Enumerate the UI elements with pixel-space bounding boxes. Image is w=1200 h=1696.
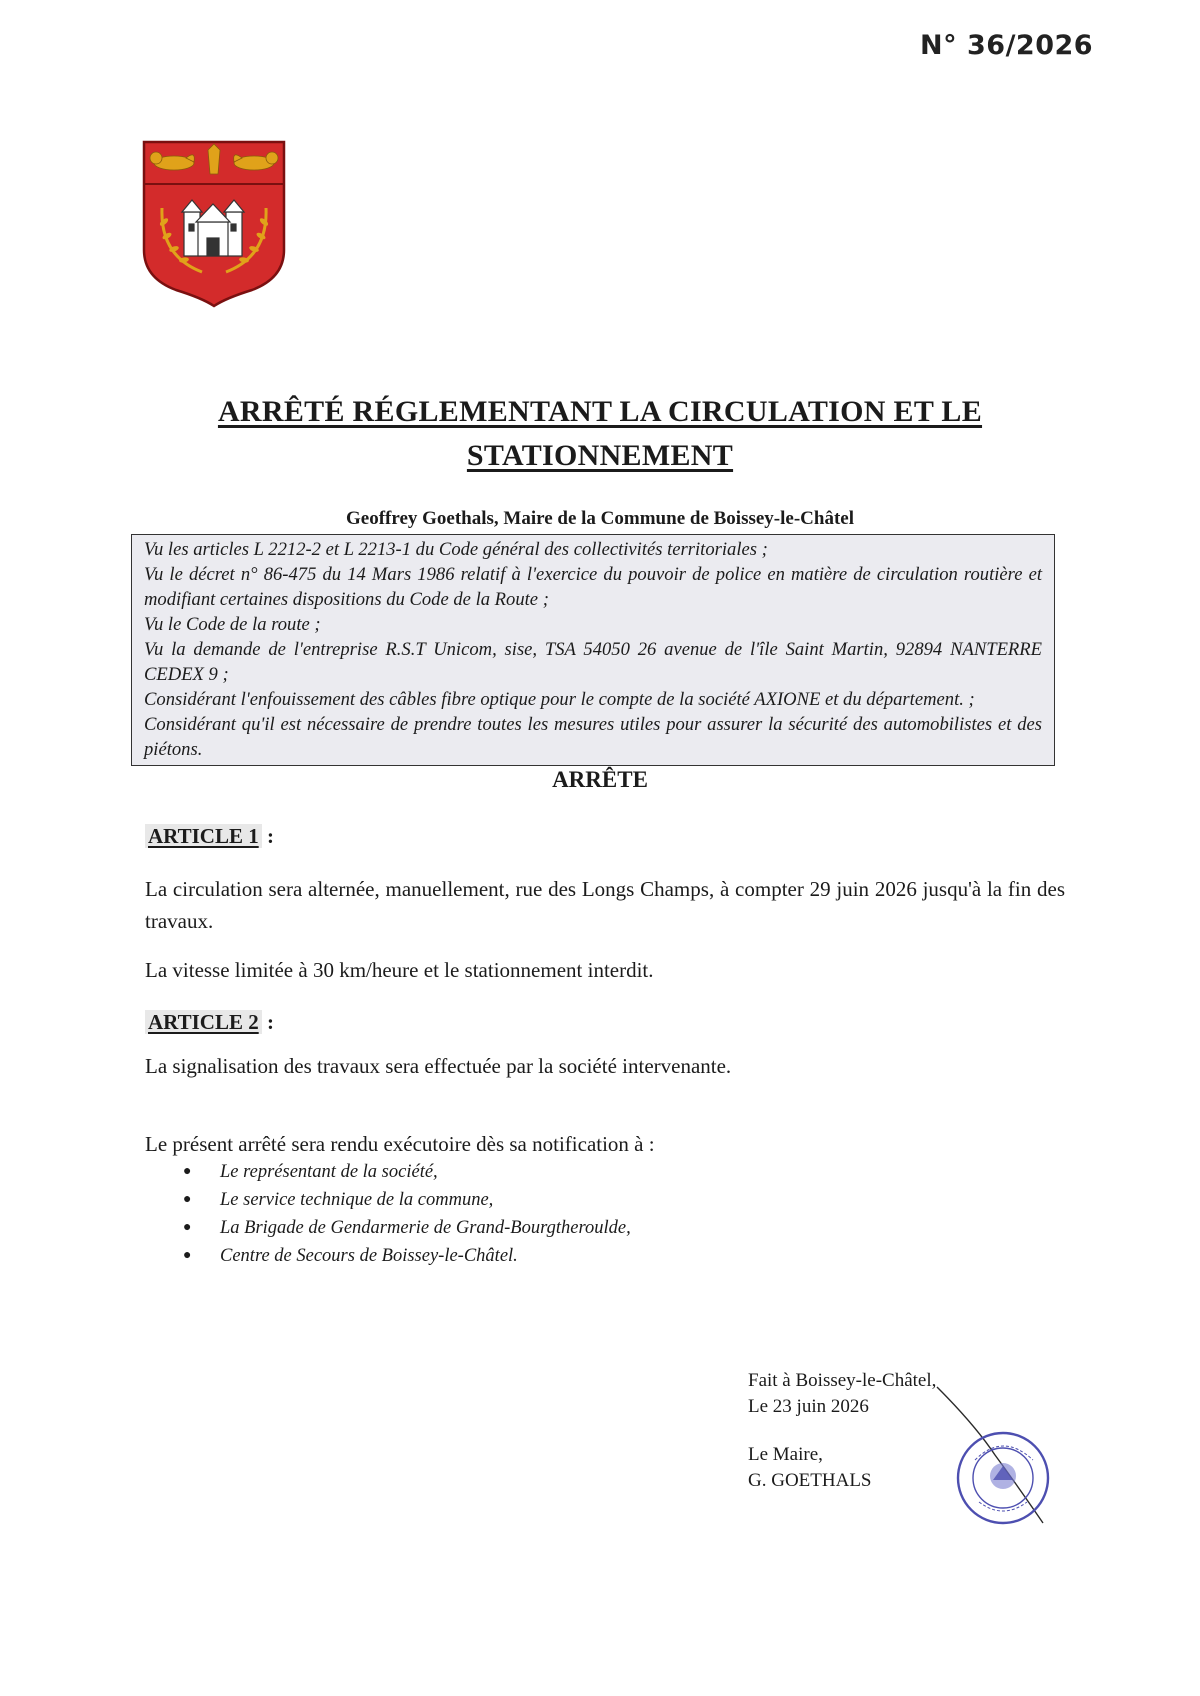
bullet-icon: ● [183, 1164, 192, 1179]
consideration-item: Considérant qu'il est nécessaire de prendre toutes les mesures utiles pour assurer la sécurité des automobilistes et des piétons. [144, 714, 1042, 760]
recipient-text: Centre de Secours de Boissey-le-Châtel. [220, 1246, 518, 1266]
signature-place: Fait à Boissey-le-Châtel, [748, 1370, 937, 1391]
article-2-suffix: : [261, 1010, 274, 1034]
signature-date: Le 23 juin 2026 [748, 1396, 869, 1417]
title-line-1: ARRÊTÉ RÉGLEMENTANT LA CIRCULATION ET LE [217, 395, 983, 428]
notification-intro: Le présent arrêté sera rendu exécutoire dès sa notification à : [145, 1132, 655, 1156]
signature-block [748, 1368, 936, 1494]
signature-role: Le Maire, [748, 1444, 823, 1465]
article-2-paragraph: La signalisation des travaux sera effectuée par la société intervenante. [145, 1054, 732, 1078]
recipient-list [183, 1158, 631, 1270]
article-2-heading [145, 1010, 274, 1035]
title-line-2: STATIONNEMENT [466, 439, 734, 472]
consideration-item: Vu le Code de la route ; [144, 614, 321, 635]
municipal-coat-of-arms-icon [140, 138, 288, 308]
recipient-text: Le service technique de la commune, [220, 1190, 494, 1210]
article-2-label: ARTICLE 2 [145, 1010, 262, 1034]
mairie-stamp-icon [955, 1430, 1051, 1526]
consideration-item: Vu les articles L 2212-2 et L 2213-1 du Code général des collectivités territoriales ; [144, 539, 768, 560]
bullet-icon: ● [183, 1220, 192, 1235]
arrete-heading: ARRÊTE [552, 767, 648, 792]
consideration-item: Vu le décret n° 86-475 du 14 Mars 1986 relatif à l'exercice du pouvoir de police en matière de circulation routière et modifiant certaines dispositions du Code de la Route ; [144, 564, 1042, 610]
article-1-heading [145, 824, 274, 849]
signature-name: G. GOETHALS [748, 1470, 872, 1491]
list-item [183, 1214, 631, 1242]
bullet-icon: ● [183, 1248, 192, 1263]
page-title [140, 390, 1060, 478]
mayor-line: Geoffrey Goethals, Maire de la Commune de Boissey-le-Châtel [346, 508, 854, 529]
recipient-text: Le représentant de la société, [220, 1162, 438, 1182]
list-item [183, 1158, 631, 1186]
considerations-box [131, 534, 1055, 766]
consideration-item: Vu la demande de l'entreprise R.S.T Unicom, sise, TSA 54050 26 avenue de l'île Saint Martin, 92894 NANTERRE CEDEX 9 ; [144, 639, 1042, 685]
article-1-suffix: : [261, 824, 274, 848]
article-1-paragraph: La circulation sera alternée, manuellement, rue des Longs Champs, à compter 29 juin 2026 jusqu'à la fin des travaux. [145, 877, 1065, 933]
list-item [183, 1186, 631, 1214]
article-1-paragraph: La vitesse limitée à 30 km/heure et le stationnement interdit. [145, 958, 654, 982]
recipient-text: La Brigade de Gendarmerie de Grand-Bourgtheroulde, [220, 1218, 631, 1238]
bullet-icon: ● [183, 1192, 192, 1207]
article-1-label: ARTICLE 1 [145, 824, 262, 848]
list-item [183, 1242, 631, 1270]
consideration-item: Considérant l'enfouissement des câbles fibre optique pour le compte de la société AXIONE et du département. ; [144, 689, 975, 710]
decree-number: N° 36/2026 [920, 30, 1094, 61]
